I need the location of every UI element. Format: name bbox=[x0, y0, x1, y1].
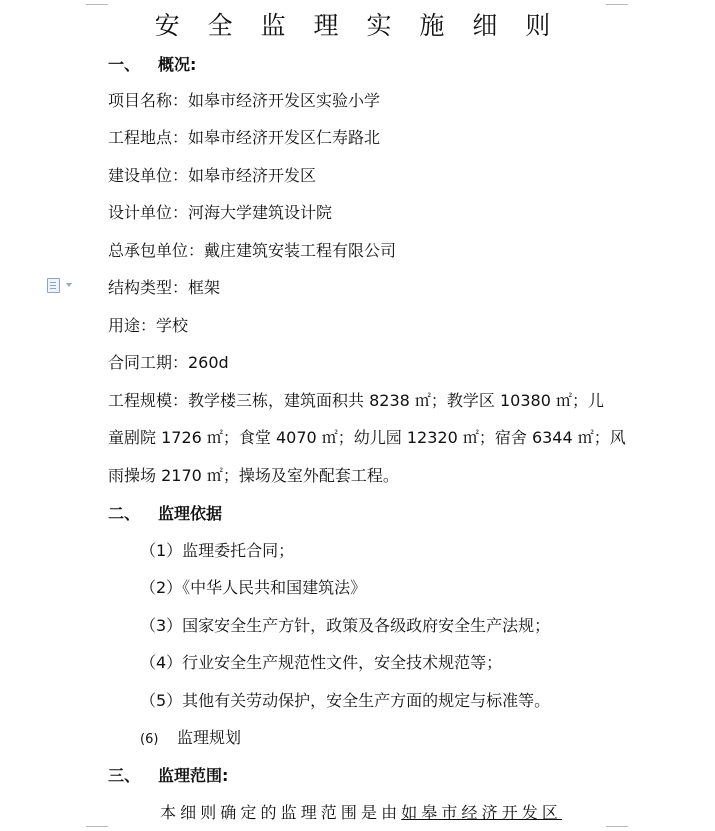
basis-item-1: （1）监理委托合同； bbox=[140, 541, 295, 560]
section-number: 一、 bbox=[108, 55, 141, 74]
overview-scale-line-1: 工程规模：教学楼三栋，建筑面积共 8238 ㎡；教学区 10380 ㎡；儿 bbox=[108, 391, 604, 410]
overview-designer: 设计单位：河海大学建筑设计院 bbox=[108, 203, 333, 222]
paragraph-options-icon[interactable] bbox=[47, 278, 60, 293]
basis-item-5: （5）其他有关劳动保护，安全生产方面的规定与标准等。 bbox=[140, 691, 551, 710]
basis-item-4: （4）行业安全生产规范性文件，安全技术规范等； bbox=[140, 653, 503, 672]
section-number: 二、 bbox=[108, 504, 141, 523]
document-title: 安 全 监 理 实 施 细 则 bbox=[154, 11, 561, 40]
overview-location: 工程地点：如皋市经济开发区仁寿路北 bbox=[108, 128, 381, 147]
section-heading-3 bbox=[108, 763, 228, 786]
basis-item-number: (6) bbox=[140, 732, 159, 747]
overview-usage: 用途：学校 bbox=[108, 316, 189, 335]
overview-owner: 建设单位：如皋市经济开发区 bbox=[108, 166, 317, 185]
basis-item-text: 监理规划 bbox=[177, 728, 242, 747]
page-corner-mark bbox=[86, 0, 108, 5]
section-title: 监理范围: bbox=[158, 766, 229, 785]
section-title: 监理依据 bbox=[158, 504, 223, 523]
section-title: 概况: bbox=[158, 55, 197, 74]
basis-item-6 bbox=[140, 725, 241, 748]
scope-paragraph bbox=[160, 800, 562, 823]
overview-duration: 合同工期：260d bbox=[108, 353, 229, 372]
page-corner-mark bbox=[86, 826, 108, 831]
basis-item-3: （3）国家安全生产方针，政策及各级政府安全生产法规； bbox=[140, 616, 551, 635]
scope-text: 本细则确定的监理范围是由 bbox=[160, 803, 402, 822]
overview-project-name: 项目名称：如皋市经济开发区实验小学 bbox=[108, 91, 381, 110]
basis-item-2: （2）《中华人民共和国建筑法》 bbox=[140, 578, 367, 597]
scope-underlined-text: 如皋市经济开发区 bbox=[401, 803, 563, 822]
section-number: 三、 bbox=[108, 766, 141, 785]
overview-scale-line-3: 雨操场 2170 ㎡；操场及室外配套工程。 bbox=[108, 466, 399, 485]
section-heading-2 bbox=[108, 501, 222, 524]
page-corner-mark bbox=[606, 826, 628, 831]
page-corner-mark bbox=[606, 0, 628, 5]
overview-contractor: 总承包单位：戴庄建筑安装工程有限公司 bbox=[108, 241, 397, 260]
overview-scale-line-2: 童剧院 1726 ㎡；食堂 4070 ㎡；幼儿园 12320 ㎡；宿舍 6344 ㎡；风 bbox=[108, 428, 626, 447]
overview-structure: 结构类型：框架 bbox=[108, 278, 221, 297]
chevron-down-icon[interactable] bbox=[66, 283, 72, 287]
section-heading-1 bbox=[108, 52, 196, 75]
